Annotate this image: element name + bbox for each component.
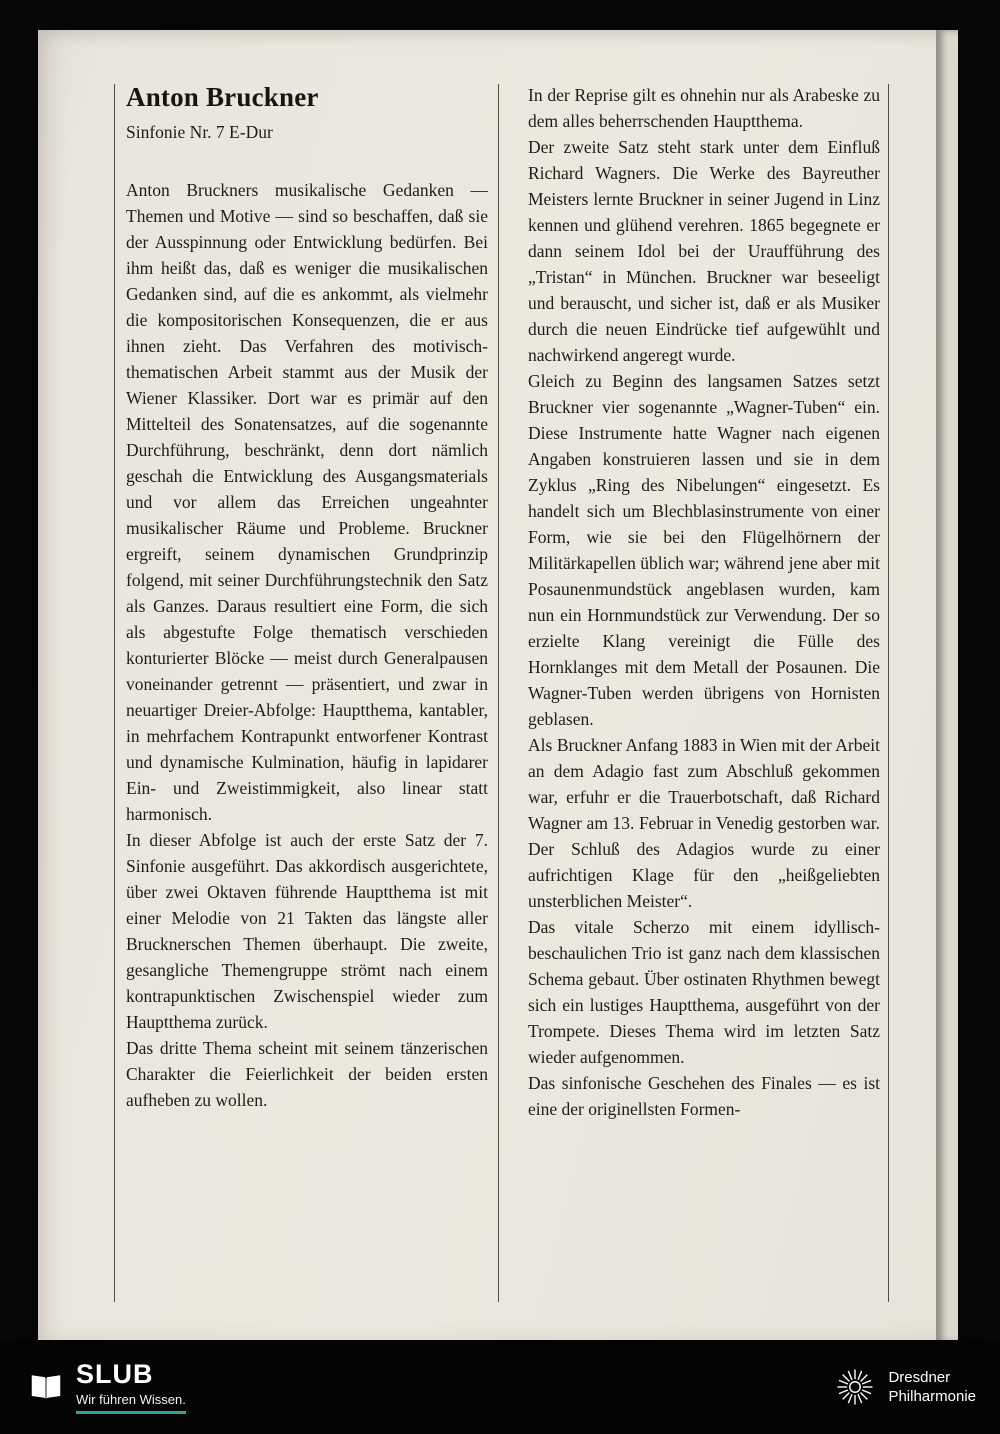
paragraph: Das vitale Scherzo mit einem idyllisch-beschaulichen Trio ist ganz nach dem klassischen Schema gebaut. Über ostinaten Rhythmen bewegt sich ein lustiges Hauptthema, ausgeführt von der Trompete. Dieses Thema wird im letzten Satz wieder aufgenommen. <box>528 917 880 1067</box>
paragraph: Anton Bruckners musikalische Gedanken — Themen und Motive — sind so beschaffen, daß sie der Ausspinnung oder Entwicklung bedürfen. Bei ihm heißt das, daß es weniger die musikalischen Gedanken sind, auf die es ankommt, als vielmehr die kompositorischen Konsequenzen, die er aus ihnen zieht. Das Verfahren des motivisch-thematischen Arbeit stammt aus der Musik der Wiener Klassiker. Dort war es primär auf den Mittelteil des Sonatensatzes, auf die sogenannte Durchführung, beschränkt, denn dort nämlich geschah die Entwicklung des Ausgangsmaterials und vor allem das Erreichen ungeahnter musikalischer Räume und Probleme. Bruckner ergreift, seinem dynamischen Grundprinzip folgend, mit seiner Durchführungstechnik den Satz als Ganzes. Daraus resultiert eine Form, die sich als abgestufte Folge thematisch verschieden konturierter Blöcke — meist durch Generalpausen voneinander getrennt — präsentiert, und zwar in neuartiger Dreier-Abfolge: Hauptthema, kantabler, in mehrfachem Kontrapunkt entworfener Kontrast und dynamische Kulmination, häufig in lapidarer Ein- und Zweistimmigkeit, also linear statt harmonisch. <box>126 180 488 825</box>
open-book-icon <box>28 1369 64 1405</box>
branding-footer <box>0 1340 1000 1434</box>
page-title: Anton Bruckner <box>126 82 319 112</box>
slub-tagline: Wir führen Wissen. <box>76 1392 186 1414</box>
column-rule-left <box>114 84 115 1302</box>
partner-texts <box>888 1368 976 1407</box>
slub-wordmark: SLUB <box>76 1359 154 1390</box>
paragraph: Das sinfonische Geschehen des Finales — es ist eine der originellsten Formen- <box>528 1073 880 1119</box>
slub-brand <box>28 1360 186 1413</box>
partner-line2: Philharmonie <box>888 1388 976 1405</box>
column-rule-middle <box>498 84 499 1302</box>
slub-texts <box>76 1360 186 1413</box>
paragraph: Als Bruckner Anfang 1883 in Wien mit der Arbeit an dem Adagio fast zum Abschluß gekommen war, erfuhr er die Trauerbotschaft, daß Richard Wagner am 13. Februar in Venedig gestorben war. Der Schluß des Adagios wurde zu einer aufrichtigen Klage für den „heißgeliebten unsterblichen Meister“. <box>528 735 880 911</box>
right-column <box>528 82 880 1122</box>
partner-brand <box>834 1366 976 1408</box>
paragraph: In dieser Abfolge ist auch der erste Satz der 7. Sinfonie ausgeführt. Das akkordisch ausgerichtete, über zwei Oktaven führende Hauptthema ist mit einer Melodie von 21 Takten das längste aller Brucknerschen Themen überhaupt. Die zweite, gesangliche Themengruppe strömt nach einem kontrapunktischen Zwischenspiel wieder zum Hauptthema zurück. <box>126 830 488 1033</box>
paragraph: Das dritte Thema scheint mit seinem tänzerischen Charakter die Feierlichkeit der beiden ersten aufheben zu wollen. <box>126 1038 488 1111</box>
paragraph: Der zweite Satz steht stark unter dem Einfluß Richard Wagners. Die Werke des Bayreuther Meisters lernte Bruckner in seiner Jugend in Linz kennen und glühend verehren. 1865 begegnete er dann seinem Idol bei der Uraufführung des „Tristan“ in München. Bruckner war beseeligt und berauscht, und sicher ist, daß er als Musiker durch die neuen Eindrücke tief aufgewühlt und nachwirkend angeregt wurde. <box>528 137 880 365</box>
paragraph: Gleich zu Beginn des langsamen Satzes setzt Bruckner vier sogenannte „Wagner-Tuben“ ein. Diese Instrumente hatte Wagner nach eigenen Angaben konstruieren lassen und sie in dem Zyklus „Ring des Nibelungen“ eingesetzt. Es handelt sich um Blechblasinstrumente von einer Form, wie sie bei den Flügelhörnern der Militärkapellen üblich war; während jene aber mit Posaunenmundstück angeblasen wurden, kam nun ein Hornmundstück zur Verwendung. Der so erzielte Klang vereinigt die Fülle des Hornklanges mit dem Metall der Posaunen. Die Wagner-Tuben werden übrigens von Hornisten geblasen. <box>528 371 880 729</box>
left-column <box>126 82 488 1113</box>
page-subtitle: Sinfonie Nr. 7 E-Dur <box>126 122 273 143</box>
next-page-edge <box>936 30 958 1342</box>
philharmonie-star-icon <box>834 1366 876 1408</box>
left-column-text <box>126 177 488 1113</box>
column-rule-right <box>888 84 889 1302</box>
right-column-text <box>528 82 880 1122</box>
paragraph: In der Reprise gilt es ohnehin nur als Arabeske zu dem alles beherrschenden Hauptthema. <box>528 85 880 131</box>
scanned-page <box>38 30 958 1342</box>
partner-line1: Dresdner <box>888 1368 951 1386</box>
